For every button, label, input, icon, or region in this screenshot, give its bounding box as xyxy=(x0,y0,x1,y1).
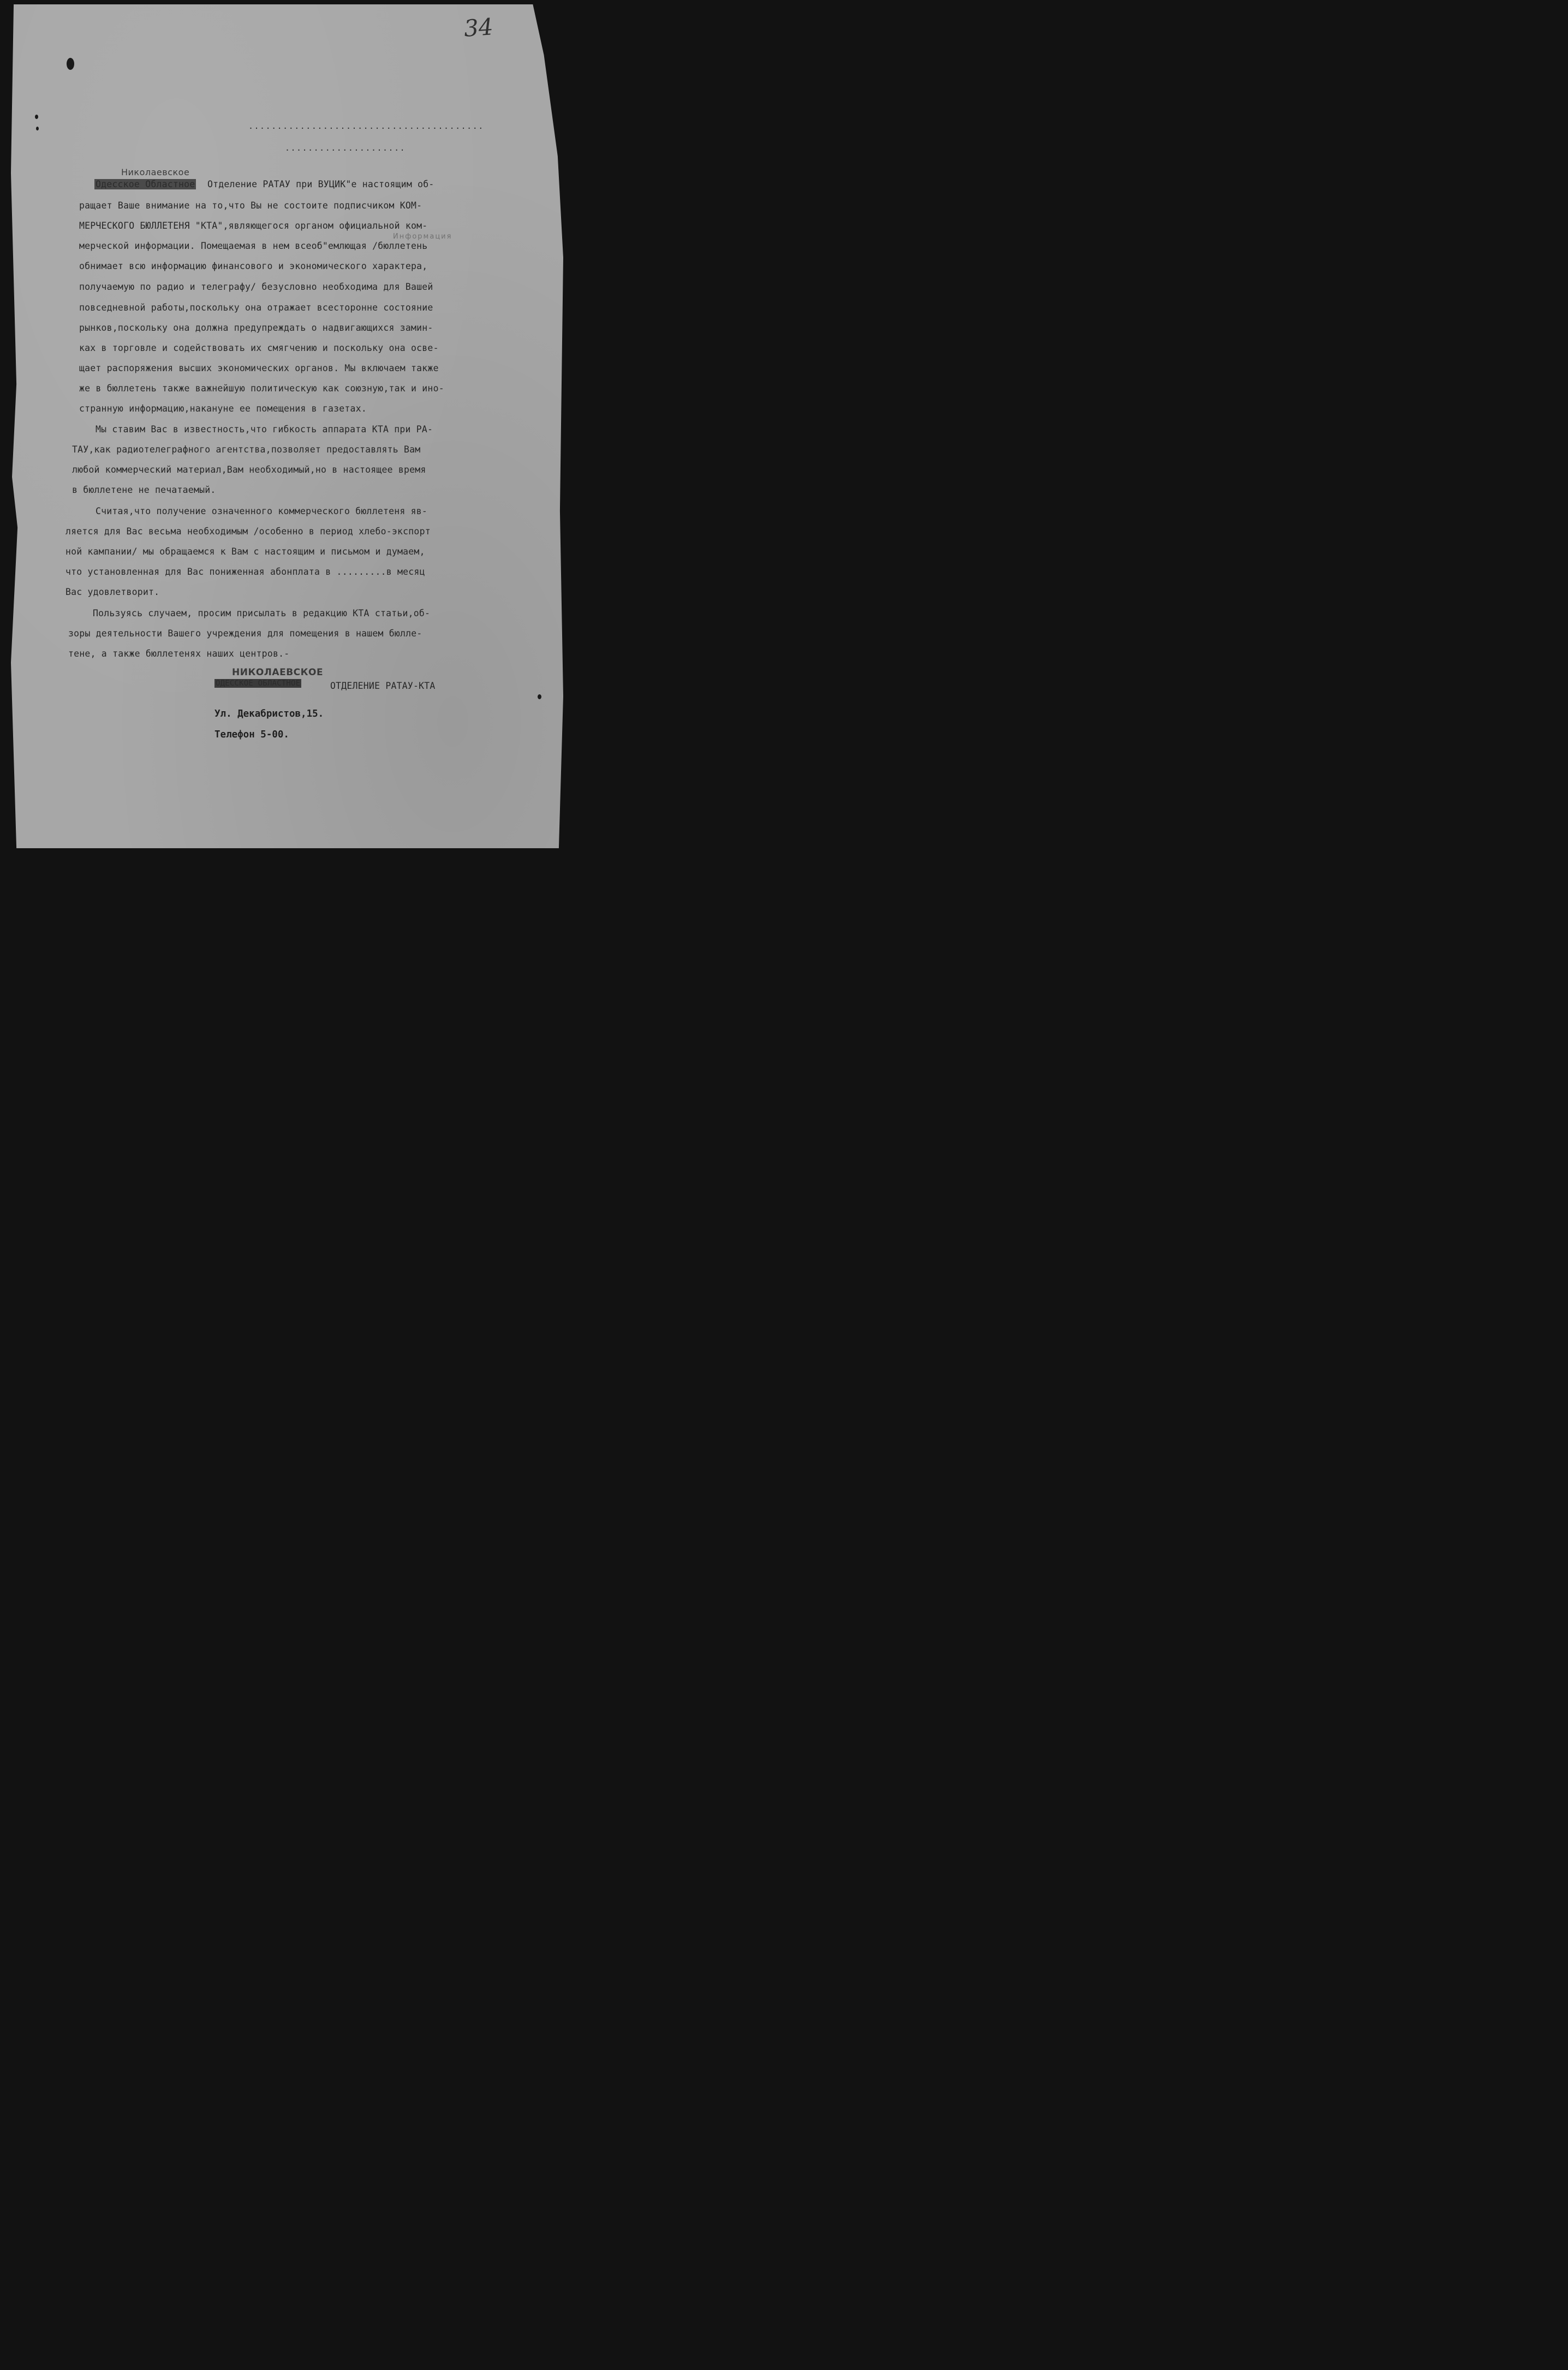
p1-line-5: обнимает всю информацию финансового и экономического характера, xyxy=(79,261,428,271)
p1-line-9: ках в торговле и содействовать их смягчению и поскольку она осве- xyxy=(79,343,439,353)
address: Ул. Декабристов,15. xyxy=(214,708,324,719)
p2-line-4: в бюллетене не печатаемый. xyxy=(72,485,216,495)
p4-line-2: зоры деятельности Вашего учреждения для помещения в нашем бюлле- xyxy=(68,628,422,639)
p2-line-1: Мы ставим Вас в известность,что гибкость аппарата КТА при РА- xyxy=(96,424,433,434)
p1-line-3: МЕРЧЕСКОГО БЮЛЛЕТЕНЯ "КТА",являющегося органом официальной ком- xyxy=(79,221,428,231)
phone: Телефон 5-00. xyxy=(214,729,289,740)
p3-line-5: Вас удовлетворит. xyxy=(65,587,160,597)
stamp-nikolaevskoe-top: Николаевское xyxy=(121,167,190,177)
page-number: 34 xyxy=(463,13,494,42)
faint-overprint: Информация xyxy=(393,233,452,241)
ink-blot xyxy=(538,694,541,699)
p1-line-12: странную информацию,накануне ее помещения в газетах. xyxy=(79,403,367,414)
p3-line-2: ляется для Вас весьма необходимым /особенно в период хлебо-экспорт xyxy=(65,526,431,537)
p3-line-3: ной кампании/ мы обращаемся к Вам с настоящим и письмом и думаем, xyxy=(65,546,425,557)
header-dots-1: ......................................... xyxy=(248,121,484,131)
p1-line-11: же в бюллетень также важнейшую политическую как союзную,так и ино- xyxy=(79,383,444,394)
header-dots-2: ..................... xyxy=(285,143,406,153)
signature-stamp-nikolaevskoe: НИКОЛАЕВСКОЕ xyxy=(232,667,324,678)
p1-line-8: рынков,поскольку она должна предупреждать о надвигающихся замин- xyxy=(79,323,433,333)
p1-line-1: Отделение РАТАУ при ВУЦИК"е настоящим об- xyxy=(207,179,434,189)
p3-line-1: Считая,что получение означенного коммерческого бюллетеня яв- xyxy=(96,506,428,516)
p4-line-3: тене, а также бюллетенях наших центров.- xyxy=(68,648,290,659)
ink-blot xyxy=(36,127,39,130)
p4-line-1: Пользуясь случаем, просим присылать в редакцию КТА статьи,об- xyxy=(93,608,431,618)
p1-line-10: щает распоряжения высших экономических органов. Мы включаем также xyxy=(79,363,439,373)
ink-blot xyxy=(35,115,38,119)
p3-line-4: что установленная для Вас пониженная абонплата в .........в месяц xyxy=(65,567,425,577)
p1-line-2: ращает Ваше внимание на то,что Вы не состоите подписчиком КОМ- xyxy=(79,200,422,211)
p1-line-4: мерческой информации. Помещаемая в нем всеоб"емлющая /бюллетень xyxy=(79,241,428,251)
p2-line-3: любой коммерческий материал,Вам необходимый,но в настоящее время xyxy=(72,465,426,475)
ink-blot xyxy=(67,58,74,70)
signature-struck-odesskoe: ОДЕССКОЕ ОБЛАСТНОЕ xyxy=(216,679,301,688)
p1-line-6: получаемую по радио и телеграфу/ безусловно необходима для Вашей xyxy=(79,282,433,292)
signature-department: ОТДЕЛЕНИЕ РАТАУ-КТА xyxy=(330,681,436,691)
p2-line-2: ТАУ,как радиотелеграфного агентства,позволяет предоставлять Вам xyxy=(72,444,421,455)
struck-odesskoe-oblastnoe: Одесское Областное xyxy=(96,179,195,189)
p1-line-7: повседневной работы,поскольку она отражает всесторонне состояние xyxy=(79,302,433,313)
